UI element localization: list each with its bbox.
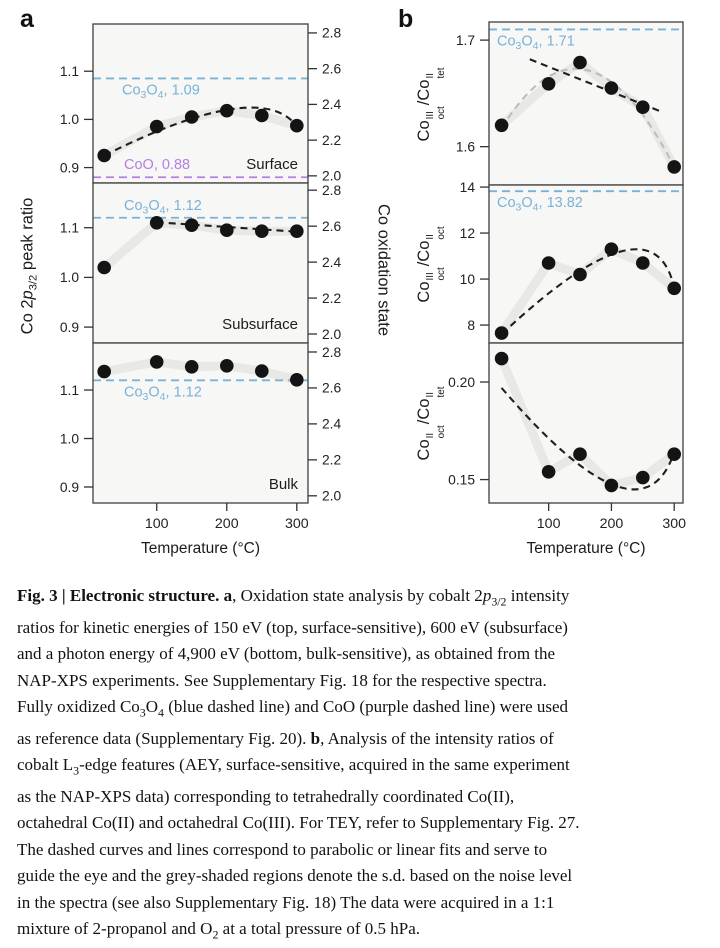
x-tick-label: 300 bbox=[284, 516, 309, 532]
y-axis-title-b-0: Co III oct /Co II tet bbox=[415, 67, 447, 141]
panel-a-subplot-1 bbox=[60, 183, 342, 343]
data-point bbox=[150, 120, 164, 134]
y-tick-label-right: 2.2 bbox=[322, 132, 342, 148]
data-point bbox=[255, 224, 269, 238]
reference-label: $Co_3O_4$, 1.12 bbox=[124, 384, 202, 403]
x-tick-label: 300 bbox=[662, 516, 687, 532]
data-point bbox=[667, 282, 681, 296]
reference-label: $Co_3O_4$, 1.09 bbox=[122, 82, 200, 101]
y-tick-label: 1.6 bbox=[455, 139, 475, 155]
data-point bbox=[97, 149, 111, 163]
data-point bbox=[605, 242, 619, 256]
reference-label: $Co_3O_4$, 13.82 bbox=[497, 195, 583, 214]
panel-b-letter: b bbox=[398, 5, 414, 33]
data-point bbox=[185, 110, 199, 124]
y-tick-label: 14 bbox=[459, 179, 475, 195]
y-tick-label: 1.1 bbox=[59, 64, 79, 80]
data-point bbox=[495, 119, 509, 133]
y-tick-label: 10 bbox=[459, 271, 475, 287]
caption-line: The dashed curves and lines correspond to parabolic or linear fits and serve to bbox=[17, 839, 548, 859]
data-point bbox=[573, 268, 587, 282]
reference-label: $Co_3O_4$, 1.71 bbox=[497, 33, 575, 52]
y-tick-label-right: 2.2 bbox=[322, 452, 342, 468]
reference-label: $Co_3O_4$, 1.12 bbox=[124, 197, 202, 217]
y-tick-label-right: 2.6 bbox=[322, 218, 342, 234]
data-point bbox=[573, 56, 587, 70]
y-tick-label: 1.0 bbox=[59, 270, 79, 286]
y-tick-label: 1.0 bbox=[59, 431, 79, 447]
y-axis-title-b-1: Co III oct /Co II oct bbox=[415, 226, 447, 303]
y-tick-label-right: 2.8 bbox=[322, 182, 342, 198]
data-point bbox=[220, 104, 234, 118]
y-tick-label-right: 2.4 bbox=[322, 416, 342, 432]
caption-line: guide the eye and the grey-shaded regions denote the s.d. based on the noise level bbox=[17, 866, 573, 886]
y-tick-label: 0.9 bbox=[59, 319, 79, 335]
data-point bbox=[290, 224, 304, 238]
data-point bbox=[255, 364, 269, 378]
reference-label: CoO, 0.88 bbox=[124, 157, 191, 174]
panel-b-subplot-2 bbox=[448, 343, 683, 503]
y-tick-label-right: 2.8 bbox=[322, 25, 342, 41]
y-tick-label: 0.9 bbox=[59, 160, 79, 176]
x-tick-label: 200 bbox=[599, 516, 624, 532]
y-tick-label: 1.1 bbox=[59, 382, 79, 398]
figure-caption bbox=[0, 575, 720, 948]
caption-line: cobalt $L_3$-edge features (AEY, surface-sensitive, acquired in the same experiment bbox=[17, 755, 570, 778]
y-tick-label: 1.1 bbox=[59, 220, 79, 236]
data-point bbox=[542, 77, 556, 91]
data-point bbox=[542, 465, 556, 479]
caption-line: in the spectra (see also Supplementary Fig. 18) The data were acquired in a 1:1 bbox=[17, 892, 555, 912]
depth-label: Subsurface bbox=[222, 316, 298, 333]
data-point bbox=[255, 109, 269, 123]
y-tick-label: 0.9 bbox=[59, 479, 79, 495]
depth-label: Bulk bbox=[268, 476, 298, 493]
data-point bbox=[667, 160, 681, 174]
data-point bbox=[495, 352, 509, 366]
y-tick-label: 1.0 bbox=[59, 112, 79, 128]
data-point bbox=[220, 359, 234, 373]
data-point bbox=[573, 447, 587, 461]
data-point bbox=[290, 373, 304, 387]
caption-line: and a photon energy of 4,900 eV (bottom, bulk-sensitive), as obtained from the bbox=[17, 644, 556, 664]
caption-line: Fig. 3 | Electronic structure. a, Oxidation state analysis by cobalt $2p_{3/2}$ intensity bbox=[17, 586, 570, 609]
data-point bbox=[636, 100, 650, 114]
panel-a-subplot-0 bbox=[60, 24, 342, 184]
caption-line: NAP-XPS experiments. See Supplementary Fig. 18 for the respective spectra. bbox=[17, 670, 547, 690]
caption-line: as reference data (Supplementary Fig. 20). b, Analysis of the intensity ratios of bbox=[17, 728, 554, 748]
data-point bbox=[636, 471, 650, 485]
data-point bbox=[290, 119, 304, 133]
caption-line: as the NAP-XPS data) corresponding to tetrahedrally coordinated Co(II), bbox=[17, 787, 515, 807]
x-axis-title: Temperature (°C) bbox=[140, 540, 261, 557]
y-tick-label-right: 2.0 bbox=[322, 168, 342, 184]
data-point bbox=[97, 261, 111, 275]
y-tick-label: 1.7 bbox=[455, 32, 475, 48]
data-point bbox=[667, 447, 681, 461]
data-point bbox=[150, 355, 164, 369]
caption-line: mixture of 2-propanol and $O_2$ at a total pressure of 0.5 hPa. bbox=[17, 919, 420, 942]
y-tick-label-right: 2.4 bbox=[322, 97, 342, 113]
data-point bbox=[185, 360, 199, 374]
x-tick-label: 200 bbox=[214, 516, 239, 532]
data-point bbox=[150, 216, 164, 230]
y-tick-label-right: 2.8 bbox=[322, 344, 342, 360]
x-tick-label: 100 bbox=[144, 516, 169, 532]
y-axis-title-right: Co oxidation state bbox=[374, 203, 393, 337]
y-axis-title-b-2: Co II oct /Co II tet bbox=[415, 386, 447, 461]
data-point bbox=[636, 256, 650, 270]
panel-b-subplot-1 bbox=[460, 180, 683, 343]
panel-a-subplot-2 bbox=[60, 343, 342, 504]
y-tick-label-right: 2.2 bbox=[322, 290, 342, 306]
data-point bbox=[495, 326, 509, 340]
data-point bbox=[220, 223, 234, 237]
y-tick-label-right: 2.0 bbox=[322, 488, 342, 504]
y-tick-label: 8 bbox=[467, 317, 475, 333]
panel-b-subplot-0 bbox=[456, 22, 683, 185]
data-point bbox=[605, 81, 619, 95]
caption-line: ratios for kinetic energies of 150 eV (top, surface-sensitive), 600 eV (subsurface) bbox=[17, 617, 568, 637]
depth-label: Surface bbox=[246, 156, 298, 173]
y-tick-label-right: 2.6 bbox=[322, 380, 342, 396]
y-tick-label: 0.20 bbox=[448, 374, 475, 390]
data-point bbox=[605, 479, 619, 493]
y-tick-label-right: 2.0 bbox=[322, 326, 342, 342]
caption-line: Fully oxidized $Co_3O_4$ (blue dashed line) and CoO (purple dashed line) were used bbox=[17, 697, 569, 720]
y-axis-title-left: Co $2p_{3/2}$ peak ratio bbox=[18, 197, 40, 335]
data-point bbox=[185, 218, 199, 232]
data-point bbox=[97, 365, 111, 379]
plot-background bbox=[489, 343, 683, 503]
y-tick-label-right: 2.6 bbox=[322, 61, 342, 77]
data-point bbox=[542, 256, 556, 270]
caption-line: octahedral Co(II) and octahedral Co(III). For TEY, refer to Supplementary Fig. 27. bbox=[17, 813, 580, 833]
y-tick-label-right: 2.4 bbox=[322, 254, 342, 270]
panel-a-letter: a bbox=[20, 5, 34, 33]
x-tick-label: 100 bbox=[536, 516, 561, 532]
x-axis-title: Temperature (°C) bbox=[526, 540, 646, 557]
y-tick-label: 0.15 bbox=[448, 472, 475, 488]
y-tick-label: 12 bbox=[459, 225, 475, 241]
